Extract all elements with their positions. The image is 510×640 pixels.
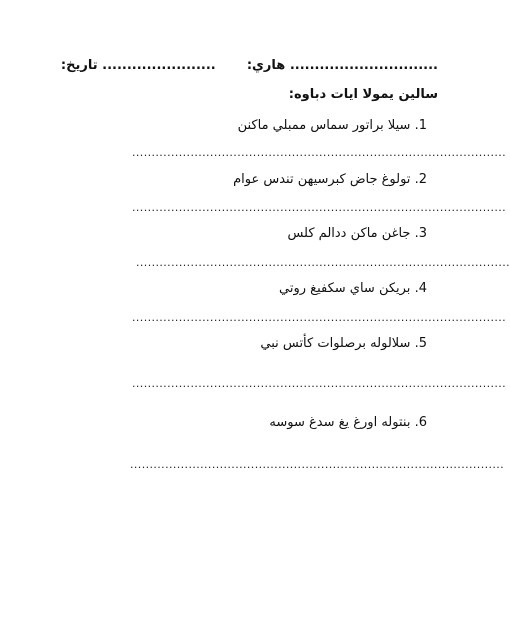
question-text: بنتوله اورغ يغ سدغ سوسه xyxy=(269,415,411,430)
question-text: جاغن ماكن ددالم كلس xyxy=(287,226,411,241)
day-label: هاري: xyxy=(246,58,286,73)
answer-line-6: ................................................................................................ xyxy=(130,458,505,471)
question-text: سيلا براتور سماس ممبلي ماكنن xyxy=(237,118,411,133)
answer-line-3: ................................................................................................ xyxy=(136,256,510,269)
question-text: تولوغ جاض كبرسيهن تندس عوام xyxy=(233,172,411,187)
answer-line-4: ................................................................................................ xyxy=(132,311,507,324)
question-number: 6. xyxy=(414,415,427,430)
date-label: تاريخ: xyxy=(60,58,98,73)
answer-line-2: ................................................................................................ xyxy=(132,201,507,214)
question-number: 1. xyxy=(414,118,427,133)
question-6 xyxy=(269,415,427,430)
answer-line-1: ................................................................................................ xyxy=(132,146,507,159)
header-line xyxy=(61,58,438,73)
question-2 xyxy=(233,172,427,187)
instruction: سالين يمولا ايات دباوه: xyxy=(288,87,438,102)
question-5 xyxy=(260,336,427,351)
answer-line-5: ................................................................................................ xyxy=(132,377,507,390)
day-blank: .............................. xyxy=(289,58,438,73)
question-text: سلالوله برصلوات كأتس نبي xyxy=(260,336,411,351)
question-number: 2. xyxy=(414,172,427,187)
date-blank: ....................... xyxy=(102,58,216,73)
question-3 xyxy=(287,226,427,241)
question-number: 5. xyxy=(414,336,427,351)
question-1 xyxy=(238,118,427,133)
question-text: بريكن ساي سكفيغ روتي xyxy=(279,281,411,296)
question-number: 4. xyxy=(414,281,427,296)
question-number: 3. xyxy=(414,226,427,241)
question-4 xyxy=(279,281,427,296)
